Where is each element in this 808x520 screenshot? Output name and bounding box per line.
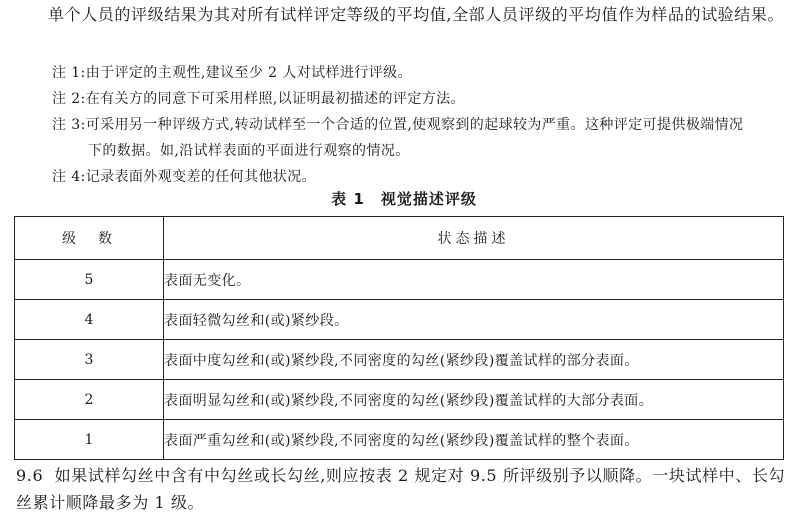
note-2 (52, 86, 792, 112)
section-text: 如果试样勾丝中含有中勾丝或长勾丝,则应按表 2 规定对 9.5 所评级别予以顺降。一块试样中、长勾丝累计顺降最多为 1 级。 (16, 466, 786, 512)
note-2-label: 注 2: (52, 91, 86, 107)
grade-cell: 4 (15, 300, 164, 340)
note-3-continuation (88, 138, 808, 164)
note-1-text: 由于评定的主观性,建议至少 2 人对试样进行评级。 (85, 65, 412, 81)
description-cell: 表面无变化。 (164, 260, 784, 300)
description-cell: 表面中度勾丝和(或)紧纱段,不同密度的勾丝(紧纱段)覆盖试样的部分表面。 (164, 340, 784, 380)
note-4-label: 注 4: (52, 169, 86, 185)
note-3-label: 注 3: (52, 117, 86, 133)
grade-table (14, 216, 784, 460)
grade-cell: 1 (15, 420, 164, 460)
grade-cell: 5 (15, 260, 164, 300)
table-row (15, 340, 784, 380)
note-3 (52, 112, 792, 138)
note-2-text: 在有关方的同意下可采用样照,以证明最初描述的评定方法。 (85, 91, 465, 107)
description-cell: 表面明显勾丝和(或)紧纱段,不同密度的勾丝(紧纱段)覆盖试样的大部分表面。 (164, 380, 784, 420)
note-3-text: 可采用另一种评级方式,转动试样至一个合适的位置,使观察到的起球较为严重。这种评定可提供极端情况 (85, 117, 744, 133)
note-4 (52, 164, 792, 190)
table-caption: 表 1 视觉描述评级 (331, 190, 477, 208)
table-row (15, 260, 784, 300)
description-cell: 表面轻微勾丝和(或)紧纱段。 (164, 300, 784, 340)
intro-paragraph: 单个人员的评级结果为其对所有试样评定等级的平均值,全部人员评级的平均值作为样品的试验结果。 (48, 5, 785, 24)
table-row (15, 300, 784, 340)
description-cell: 表面严重勾丝和(或)紧纱段,不同密度的勾丝(紧纱段)覆盖试样的整个表面。 (164, 420, 784, 460)
table-header-row (15, 217, 784, 260)
table-row (15, 420, 784, 460)
header-grade: 级 数 (15, 217, 164, 260)
note-4-text: 记录表面外观变差的任何其他状况。 (85, 169, 317, 185)
section-number: 9.6 (16, 466, 44, 485)
note-1-label: 注 1: (52, 65, 86, 81)
header-description: 状态描述 (164, 217, 784, 260)
note-1 (52, 60, 792, 86)
section-9-6 (16, 462, 796, 516)
table-row (15, 380, 784, 420)
note-3-continuation-text: 下的数据。如,沿试样表面的平面进行观察的情况。 (88, 143, 410, 159)
grade-cell: 2 (15, 380, 164, 420)
grade-cell: 3 (15, 340, 164, 380)
